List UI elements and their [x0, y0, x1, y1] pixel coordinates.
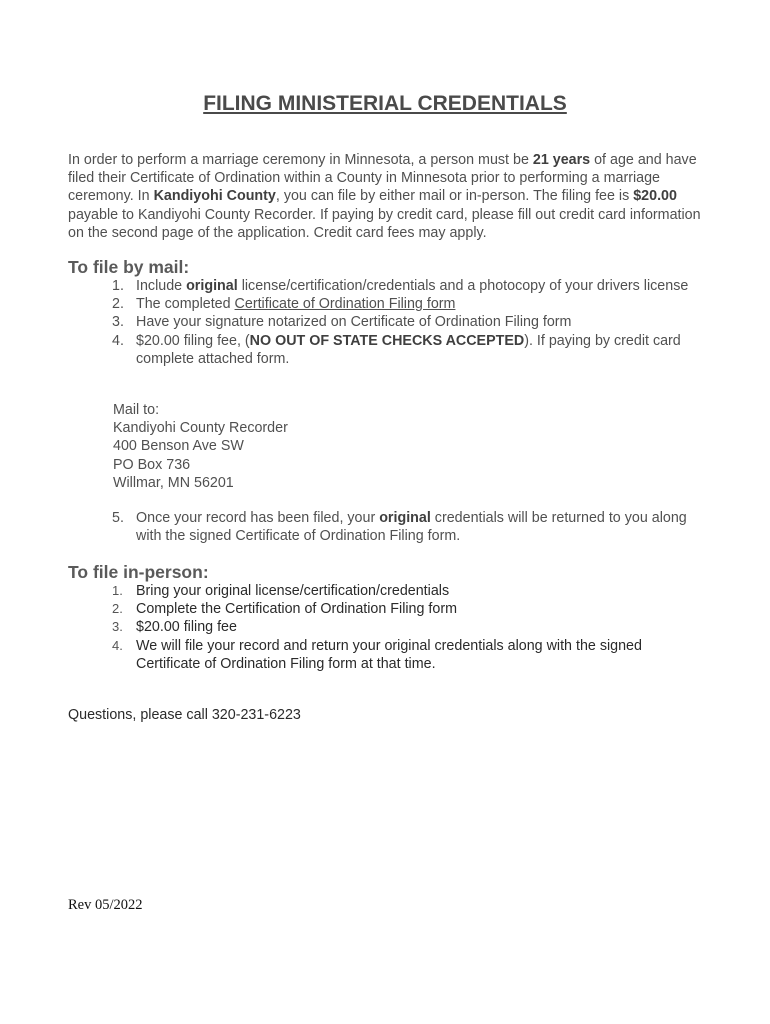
list-item — [0, 618, 696, 636]
list-item — [0, 332, 696, 368]
intro-text: In order to perform a marriage ceremony in Minnesota, a person must be — [68, 152, 533, 168]
revision-date: Rev 05/2022 — [68, 897, 143, 913]
list-number: 2. — [112, 296, 124, 313]
list-text: $20.00 filing fee, ( — [136, 332, 250, 349]
list-text: Complete the Certification of Ordination Filing form — [136, 601, 458, 618]
list-number: 3. — [112, 314, 124, 331]
address-line: Kandiyohi County Recorder — [113, 420, 288, 437]
list-item — [0, 600, 696, 618]
ordination-form-link[interactable]: Certificate of Ordination Filing form — [234, 296, 456, 313]
address-line: Willmar, MN 56201 — [113, 474, 234, 491]
list-text: Once your record has been filed, your — [136, 510, 380, 526]
mail-steps-list — [0, 277, 696, 368]
list-number: 3. — [112, 619, 123, 635]
intro-text: of age and have filed their Certificate of Ordination within a County in Minnesota prior to performing a marriage ceremony. In — [68, 152, 697, 205]
list-text: Bring your original license/certification/credentials — [136, 583, 450, 599]
intro-age-bold: 21 years — [532, 152, 591, 168]
list-text: The completed — [136, 296, 235, 313]
list-item — [0, 637, 696, 673]
list-item — [0, 509, 696, 545]
intro-text: , you can file by either mail or in-person. The filing fee is — [275, 188, 634, 205]
list-number: 1. — [112, 583, 123, 598]
list-bold-text: NO OUT OF STATE CHECKS ACCEPTED — [249, 332, 525, 349]
address-line: 400 Benson Ave SW — [113, 438, 244, 455]
in-person-steps-list — [0, 582, 696, 673]
list-item — [0, 295, 696, 313]
mail-return-list — [0, 509, 696, 545]
list-item — [0, 277, 696, 295]
intro-paragraph — [68, 151, 708, 242]
list-number: 2. — [112, 601, 123, 617]
list-text: We will file your record and return your original credentials along with the signed Certificate of Ordination Filing form at that time. — [136, 637, 642, 672]
list-text: Include — [136, 278, 187, 294]
address-line: PO Box 736 — [113, 456, 191, 473]
in-person-section-heading: To file in-person: — [68, 562, 209, 582]
list-text: Have your signature notarized on Certificate of Ordination Filing form — [136, 314, 572, 331]
intro-fee-bold: $20.00 — [633, 188, 677, 205]
list-text: $20.00 filing fee — [136, 619, 237, 636]
list-number: 1. — [112, 278, 124, 294]
questions-contact: Questions, please call 320-231-6223 — [68, 707, 301, 723]
mailing-address — [113, 401, 513, 492]
list-text: ). If paying by credit card complete attached form. — [136, 332, 681, 367]
list-item — [0, 313, 696, 331]
list-item — [0, 582, 696, 600]
intro-text: payable to Kandiyohi County Recorder. If paying by credit card, please fill out credit card information on the second page of the application. Credit card fees may apply. — [68, 206, 701, 241]
intro-county-bold: Kandiyohi County — [153, 188, 276, 205]
list-number: 4. — [112, 332, 124, 349]
list-bold-text: original — [186, 278, 238, 294]
list-number: 5. — [112, 510, 124, 526]
list-bold-text: original — [379, 510, 431, 526]
list-text: license/certification/credentials and a photocopy of your drivers license — [237, 278, 689, 294]
mail-to-label: Mail to: — [113, 402, 160, 418]
page-title: FILING MINISTERIAL CREDENTIALS — [203, 92, 567, 115]
mail-section-heading: To file by mail: — [68, 257, 190, 277]
list-number: 4. — [112, 637, 123, 653]
list-text: credentials will be returned to you along with the signed Certificate of Ordination Filing form. — [136, 510, 687, 545]
